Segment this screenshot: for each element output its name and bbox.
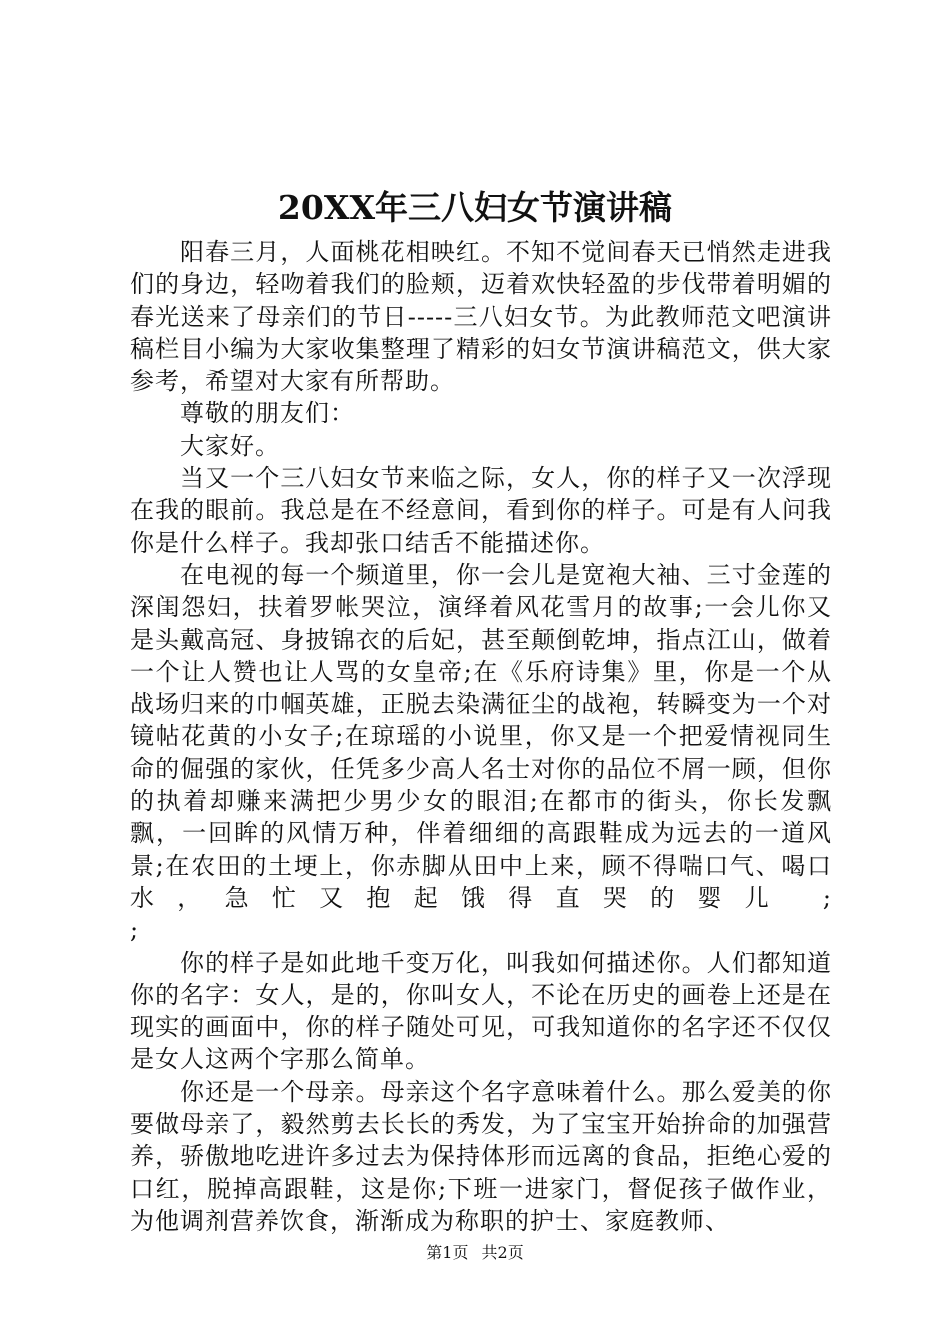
paragraph: 大家好。 bbox=[180, 431, 280, 460]
paragraph: 在电视的每一个频道里，你一会儿是宽袍大袖、三寸金莲的深闺怨妇，扶着罗帐哭泣，演绎着风花雪月的故事;一会儿你又是头戴高冠、身披锦衣的后妃，甚至颠倒乾坤，指点江山，做着一个让人赞也让人骂的女皇帝;在《乐府诗集》里，你是一个从战场归来的巾帼英雄，正脱去染满征尘的战袍，转瞬变为一个对镜帖花黄的小女子;在琼瑶的小说里，你又是一个把爱情视同生命的倔强的家伙，任凭多少高人名士对你的品位不屑一顾，但你的执着却赚来满把少男少女的眼泪;在都市的街头，你长发飘飘，一回眸的风情万种，伴着细细的高跟鞋成为远去的一道风景;在农田的土埂上，你赤脚从田中上来，顾不得喘口气、喝口水，急忙又抱起饿得直哭的婴儿 ; bbox=[130, 560, 832, 912]
page-title: 20XX年三八妇女节演讲稿 bbox=[277, 188, 673, 227]
paragraph: 阳春三月，人面桃花相映红。不知不觉间春天已悄然走进我们的身边，轻吻着我们的脸颊，迈着欢快轻盈的步伐带着明媚的春光送来了母亲们的节日-----三八妇女节。为此教师范文吧演讲稿栏目小编为大家收集整理了精彩的妇女节演讲稿范文，供大家参考，希望对大家有所帮助。 bbox=[130, 238, 832, 396]
paragraph: 当又一个三八妇女节来临之际，女人，你的样子又一次浮现在我的眼前。我总是在不经意间，看到你的样子。可是有人问我你是什么样子。我却张口结舌不能描述你。 bbox=[130, 464, 832, 557]
page-footer bbox=[0, 1243, 950, 1263]
paragraph: 你还是一个母亲。母亲这个名字意味着什么。那么爱美的你要做母亲了，毅然剪去长长的秀发，为了宝宝开始拚命的加强营养，骄傲地吃进许多过去为保持体形而远离的食品，拒绝心爱的口红，脱掉高跟鞋，这是你;下班一进家门，督促孩子做作业，为他调剂营养饮食，渐渐成为称职的护士、家庭教师、 bbox=[130, 1077, 832, 1235]
paragraph: 尊敬的朋友们： bbox=[180, 399, 355, 428]
document-body bbox=[130, 236, 832, 1237]
paragraph: ; bbox=[130, 916, 140, 945]
page-number: 第1页 bbox=[426, 1243, 469, 1262]
paragraph: 你的样子是如此地千变万化，叫我如何描述你。人们都知道你的名字：女人，是的，你叫女人，不论在历史的画卷上还是在现实的画面中，你的样子随处可见，可我知道你的名字还不仅仅是女人这两个字那么简单。 bbox=[130, 948, 832, 1074]
page-total: 共2页 bbox=[481, 1243, 524, 1262]
